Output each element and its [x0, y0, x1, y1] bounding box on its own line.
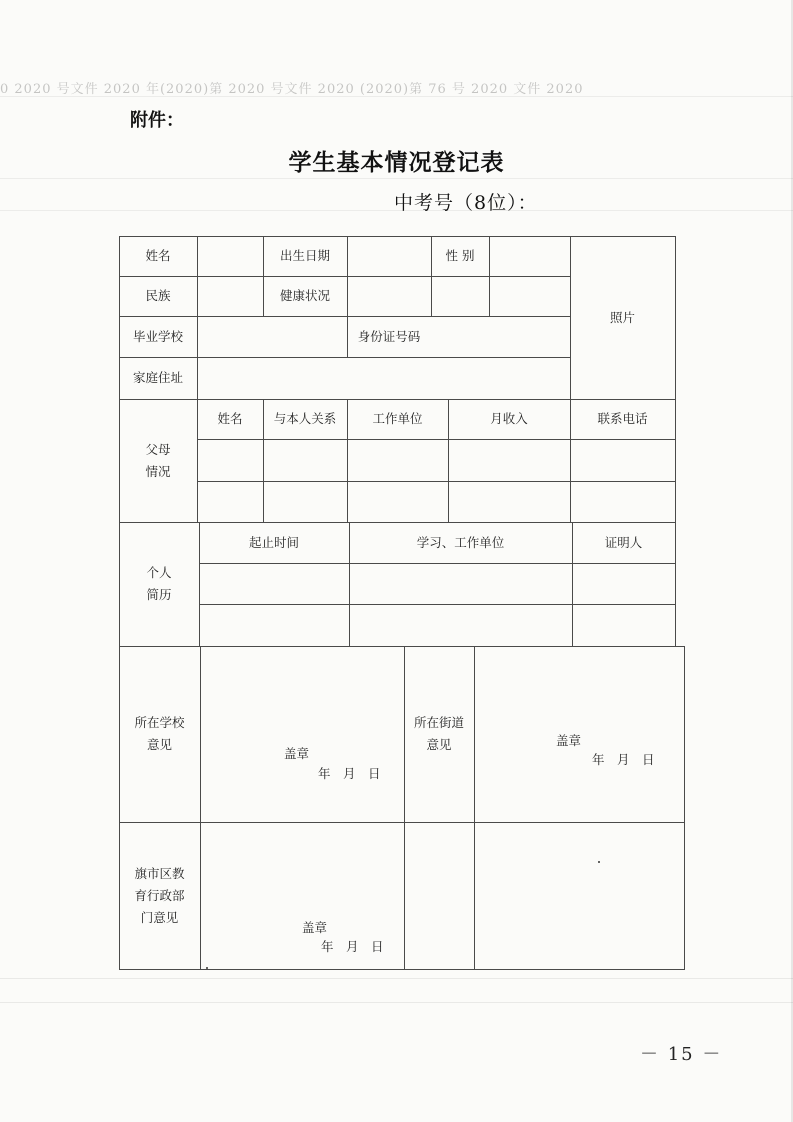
- form-title: 学生基本情况登记表: [288, 150, 505, 176]
- street-date-label: 年 月 日: [592, 752, 655, 767]
- education-dept-opinion-label: 旗市区教 育行政部 门意见: [134, 865, 185, 925]
- edu-seal-label: 盖章: [302, 920, 328, 935]
- row-line: [199, 563, 675, 564]
- street-opinion-label: 所在街道 意见: [413, 715, 464, 752]
- row-line: [119, 822, 685, 823]
- street-seal-label: 盖章: [556, 733, 582, 748]
- school-opinion-label: 所在学校 意见: [134, 715, 185, 752]
- scan-speck: [598, 861, 600, 863]
- parents-section-label: 父母 情况: [145, 441, 171, 479]
- resume-section-label: 个人 简历: [146, 565, 172, 602]
- scan-line: [0, 1002, 793, 1003]
- birth-date-label: 出生日期: [279, 248, 330, 263]
- table-border: [675, 236, 676, 646]
- health-status-label: 健康状况: [279, 288, 330, 303]
- parent-name-header: 姓名: [217, 411, 243, 426]
- study-work-unit-header: 学习、工作单位: [416, 534, 505, 550]
- relationship-header: 与本人关系: [273, 411, 337, 426]
- school-label: 毕业学校: [132, 328, 183, 344]
- id-number-label: 身份证号码: [357, 328, 421, 344]
- edu-date-label: 年 月 日: [321, 939, 384, 954]
- page-number: － 15 －: [640, 1044, 723, 1065]
- col-line: [200, 646, 201, 970]
- name-label: 姓名: [145, 248, 171, 263]
- scan-line: [0, 978, 793, 979]
- scan-speck: [206, 967, 208, 969]
- school-seal-label: 盖章: [284, 746, 310, 761]
- col-line: [474, 646, 475, 970]
- col-line: [197, 236, 198, 399]
- table-border: [119, 969, 685, 970]
- period-header: 起止时间: [248, 534, 299, 550]
- row-line: [197, 439, 675, 440]
- col-line: [489, 236, 490, 317]
- row-line: [197, 481, 675, 482]
- exam-number-label: 中考号（8位）：: [394, 192, 538, 214]
- address-label: 家庭住址: [132, 370, 183, 385]
- school-date-label: 年 月 日: [318, 766, 381, 781]
- gender-label: 性 别: [445, 248, 475, 263]
- row-line: [119, 646, 685, 647]
- table-border: [684, 646, 685, 970]
- row-line: [199, 604, 675, 605]
- attachment-label: 附件：: [130, 110, 184, 131]
- phone-header: 联系电话: [597, 411, 648, 426]
- ethnicity-label: 民族: [145, 288, 171, 303]
- photo-label: 照片: [609, 309, 635, 325]
- workplace-header: 工作单位: [372, 411, 423, 426]
- bleed-through-text: 0 2020 号文件 2020 年(2020)第 2020 号文件 2020 (2020)第 76 号 2020 文件 2020: [0, 82, 584, 97]
- witness-header: 证明人: [604, 534, 643, 550]
- monthly-income-header: 月收入: [490, 411, 528, 426]
